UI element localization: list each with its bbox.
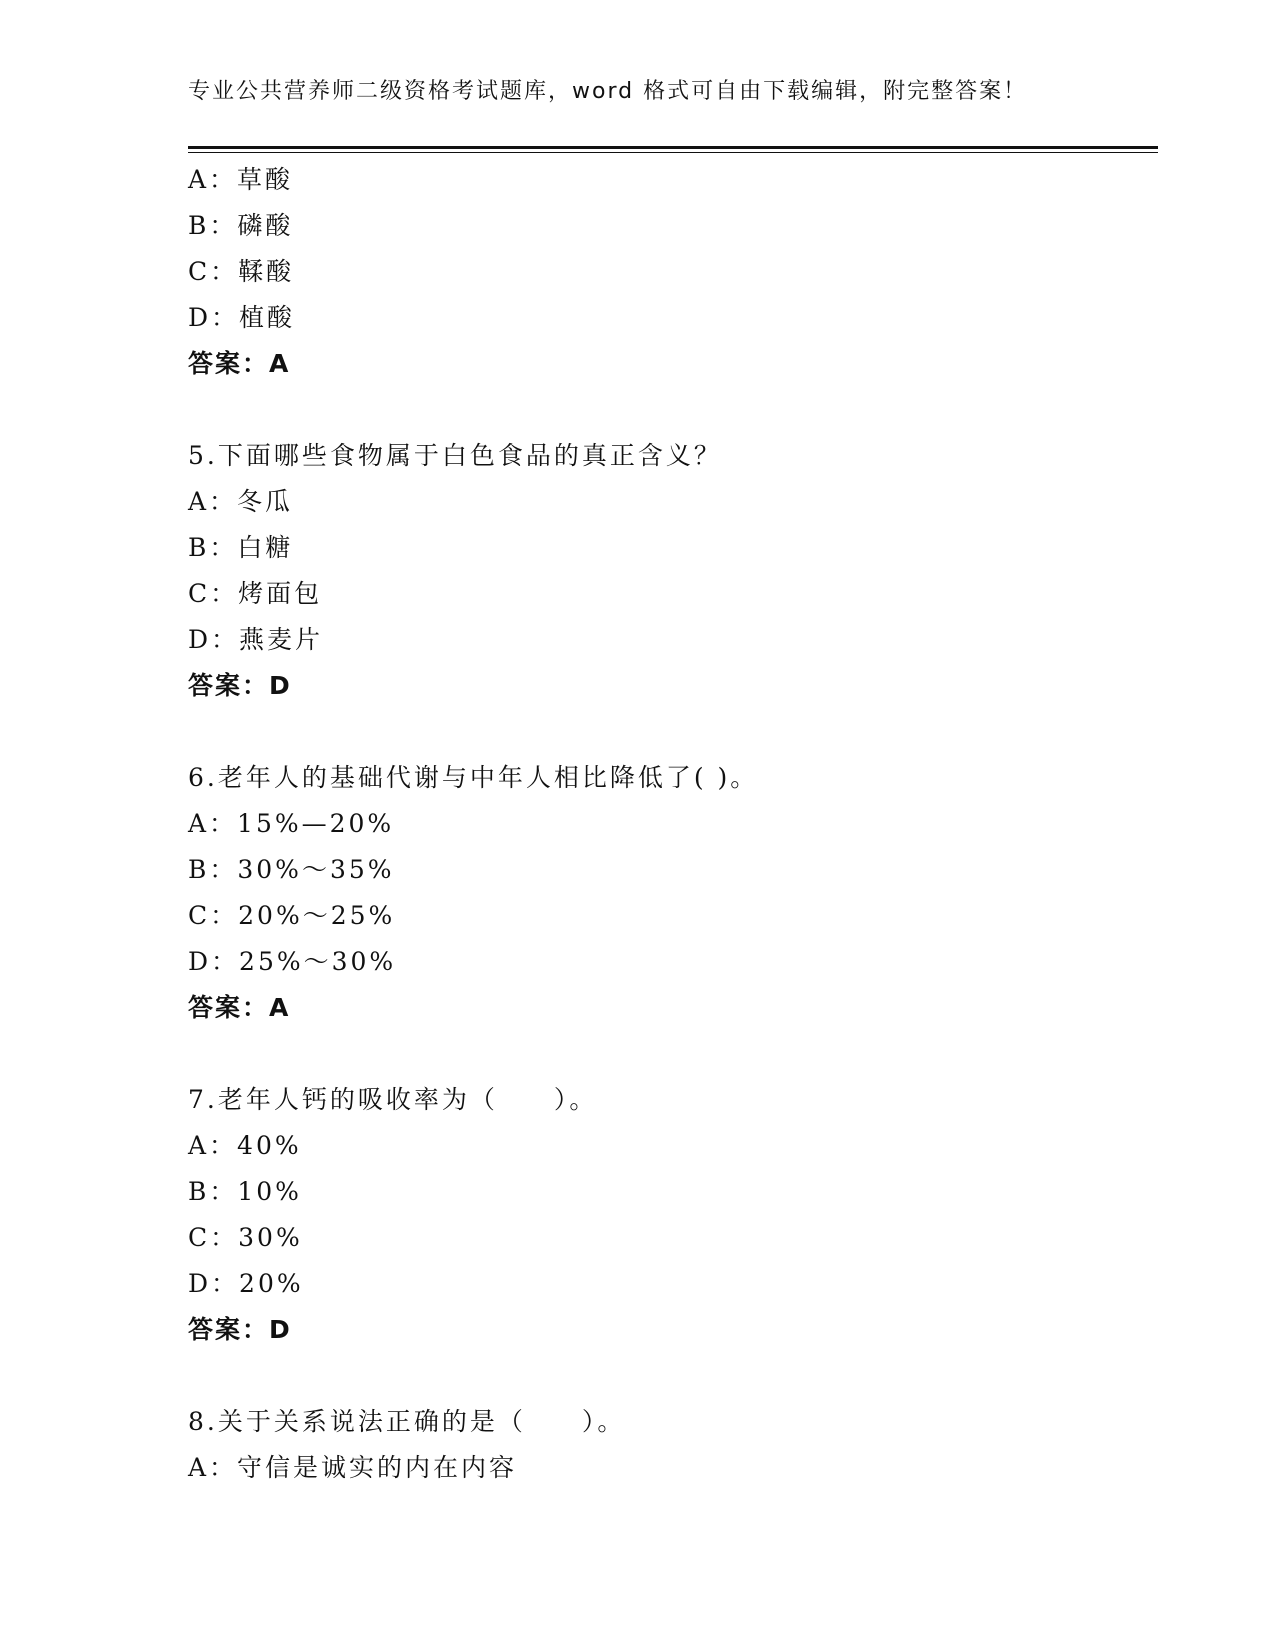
header-divider-thick: [188, 146, 1158, 149]
answer-line: 答案：A: [188, 349, 291, 378]
question-text: 6.老年人的基础代谢与中年人相比降低了( )。: [188, 763, 759, 792]
question-list: [188, 157, 1158, 1491]
answer-line: 答案：A: [188, 993, 291, 1022]
option-d: D：20%: [188, 1269, 304, 1298]
option-d: D：燕麦片: [188, 625, 324, 654]
option-c: C：烤面包: [188, 579, 323, 608]
header-divider-thin: [188, 152, 1158, 153]
option-c: C：30%: [188, 1223, 303, 1252]
option-c: C：20%～25%: [188, 901, 396, 930]
spacer: [188, 387, 1158, 433]
question-block-7: [188, 1077, 1158, 1353]
spacer: [188, 1353, 1158, 1399]
question-block-6: [188, 755, 1158, 1031]
question-text: 7.老年人钙的吸收率为（ ）。: [188, 1085, 598, 1114]
question-block-4: [188, 157, 1158, 387]
option-a: A：守信是诚实的内在内容: [188, 1453, 518, 1482]
question-text: 5.下面哪些食物属于白色食品的真正含义？: [188, 441, 722, 470]
option-c: C：鞣酸: [188, 257, 295, 286]
question-text: 8.关于关系说法正确的是（ ）。: [188, 1407, 626, 1436]
option-b: B：10%: [188, 1177, 302, 1206]
answer-line: 答案：D: [188, 671, 292, 700]
answer-line: 答案：D: [188, 1315, 292, 1344]
option-d: D：植酸: [188, 303, 296, 332]
option-b: B：白糖: [188, 533, 294, 562]
question-block-8: [188, 1399, 1158, 1491]
option-d: D：25%～30%: [188, 947, 397, 976]
option-a: A：40%: [188, 1131, 302, 1160]
option-a: A：冬瓜: [188, 487, 294, 516]
option-b: B：磷酸: [188, 211, 294, 240]
option-b: B：30%～35%: [188, 855, 395, 884]
option-a: A：草酸: [188, 165, 294, 194]
spacer: [188, 709, 1158, 755]
spacer: [188, 1031, 1158, 1077]
question-block-5: [188, 433, 1158, 709]
page-header: 专业公共营养师二级资格考试题库，word 格式可自由下载编辑，附完整答案！: [188, 79, 1028, 104]
option-a: A：15%—20%: [188, 809, 395, 838]
